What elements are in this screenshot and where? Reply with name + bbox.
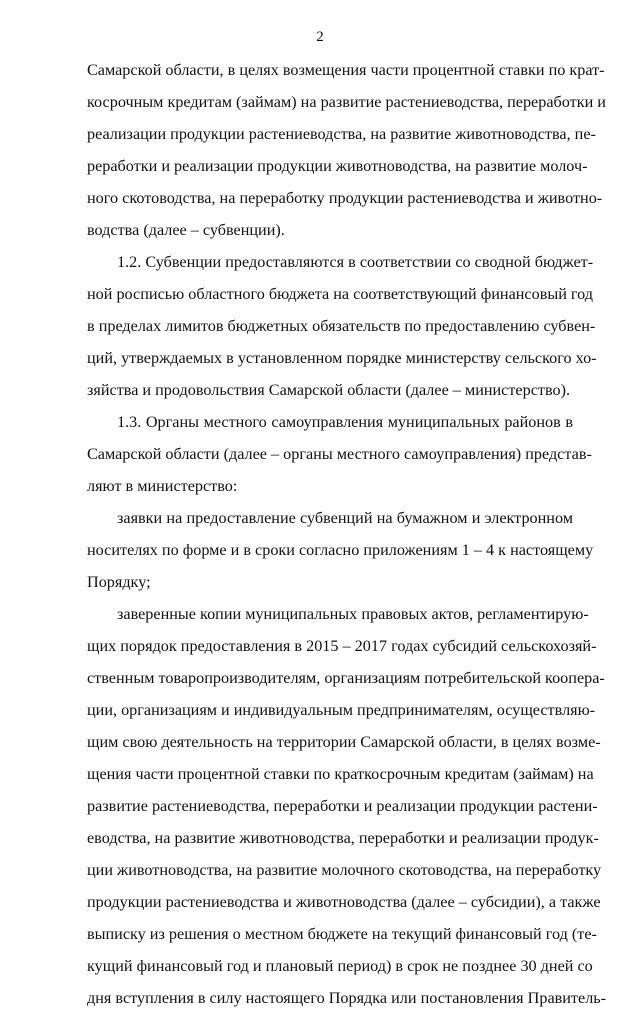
text-line: заверенные копии муниципальных правовых актов, регламентирую-	[117, 605, 589, 623]
text-line: Самарской области, в целях возмещения части процентной ставки по крат-	[87, 61, 605, 79]
body-text	[87, 54, 607, 1014]
text-line: заявки на предоставление субвенций на бумажном и электронном	[117, 509, 573, 527]
text-line: реработки и реализации продукции животноводства, на развитие молоч-	[87, 157, 588, 175]
text-line: 1.3. Органы местного самоуправления муниципальных районов в	[117, 413, 573, 431]
text-line: щим свою деятельность на территории Самарской области, в целях возме-	[87, 733, 601, 751]
text-line: ного скотоводства, на переработку продукции растениеводства и животно-	[87, 189, 603, 207]
text-line: Самарской области (далее – органы местного самоуправления) представ-	[87, 445, 592, 463]
text-line: еводства, на развитие животноводства, переработки и реализации продук-	[87, 829, 599, 847]
text-line: выписку из решения о местном бюджете на текущий финансовый год (те-	[87, 925, 597, 943]
text-line: развитие растениеводства, переработки и реализации продукции растени-	[87, 797, 598, 815]
text-line: ций, утверждаемых в установленном порядке министерству сельского хо-	[87, 349, 597, 367]
text-line: ляют в министерство:	[87, 477, 238, 495]
page-number: 2	[316, 29, 324, 45]
text-line: в пределах лимитов бюджетных обязательств по предоставлению субвен-	[87, 317, 596, 335]
text-line: реализации продукции растениеводства, на развитие животноводства, пе-	[87, 125, 596, 143]
text-line: носителях по форме и в сроки согласно приложениям 1 – 4 к настоящему	[87, 541, 594, 559]
text-line: кущий финансовый год и плановый период) в срок не позднее 30 дней со	[87, 957, 593, 975]
text-line: продукции растениеводства и животноводства (далее – субсидии), а также	[87, 893, 601, 911]
text-line: ственным товаропроизводителям, организациям потребительской коопера-	[87, 669, 605, 687]
text-line: 1.2. Субвенции предоставляются в соответствии со сводной бюджет-	[117, 253, 594, 271]
text-line: зяйства и продовольствия Самарской области (далее – министерство).	[87, 381, 571, 399]
text-line: щения части процентной ставки по краткосрочным кредитам (займам) на	[87, 765, 594, 783]
text-line: косрочным кредитам (займам) на развитие растениеводства, переработки и	[87, 93, 606, 111]
text-line: ции животноводства, на развитие молочного скотоводства, на переработку	[87, 861, 602, 879]
text-line: дня вступления в силу настоящего Порядка или постановления Правитель-	[87, 989, 607, 1007]
text-line: Порядку;	[87, 573, 151, 591]
text-line: ной росписью областного бюджета на соответствующий финансовый год	[87, 285, 594, 303]
text-line: водства (далее – субвенции).	[87, 221, 285, 239]
text-line: щих порядок предоставления в 2015 – 2017 годах субсидий сельскохозяй-	[87, 637, 597, 655]
text-line: ции, организациям и индивидуальным предпринимателям, осуществляю-	[87, 701, 596, 719]
